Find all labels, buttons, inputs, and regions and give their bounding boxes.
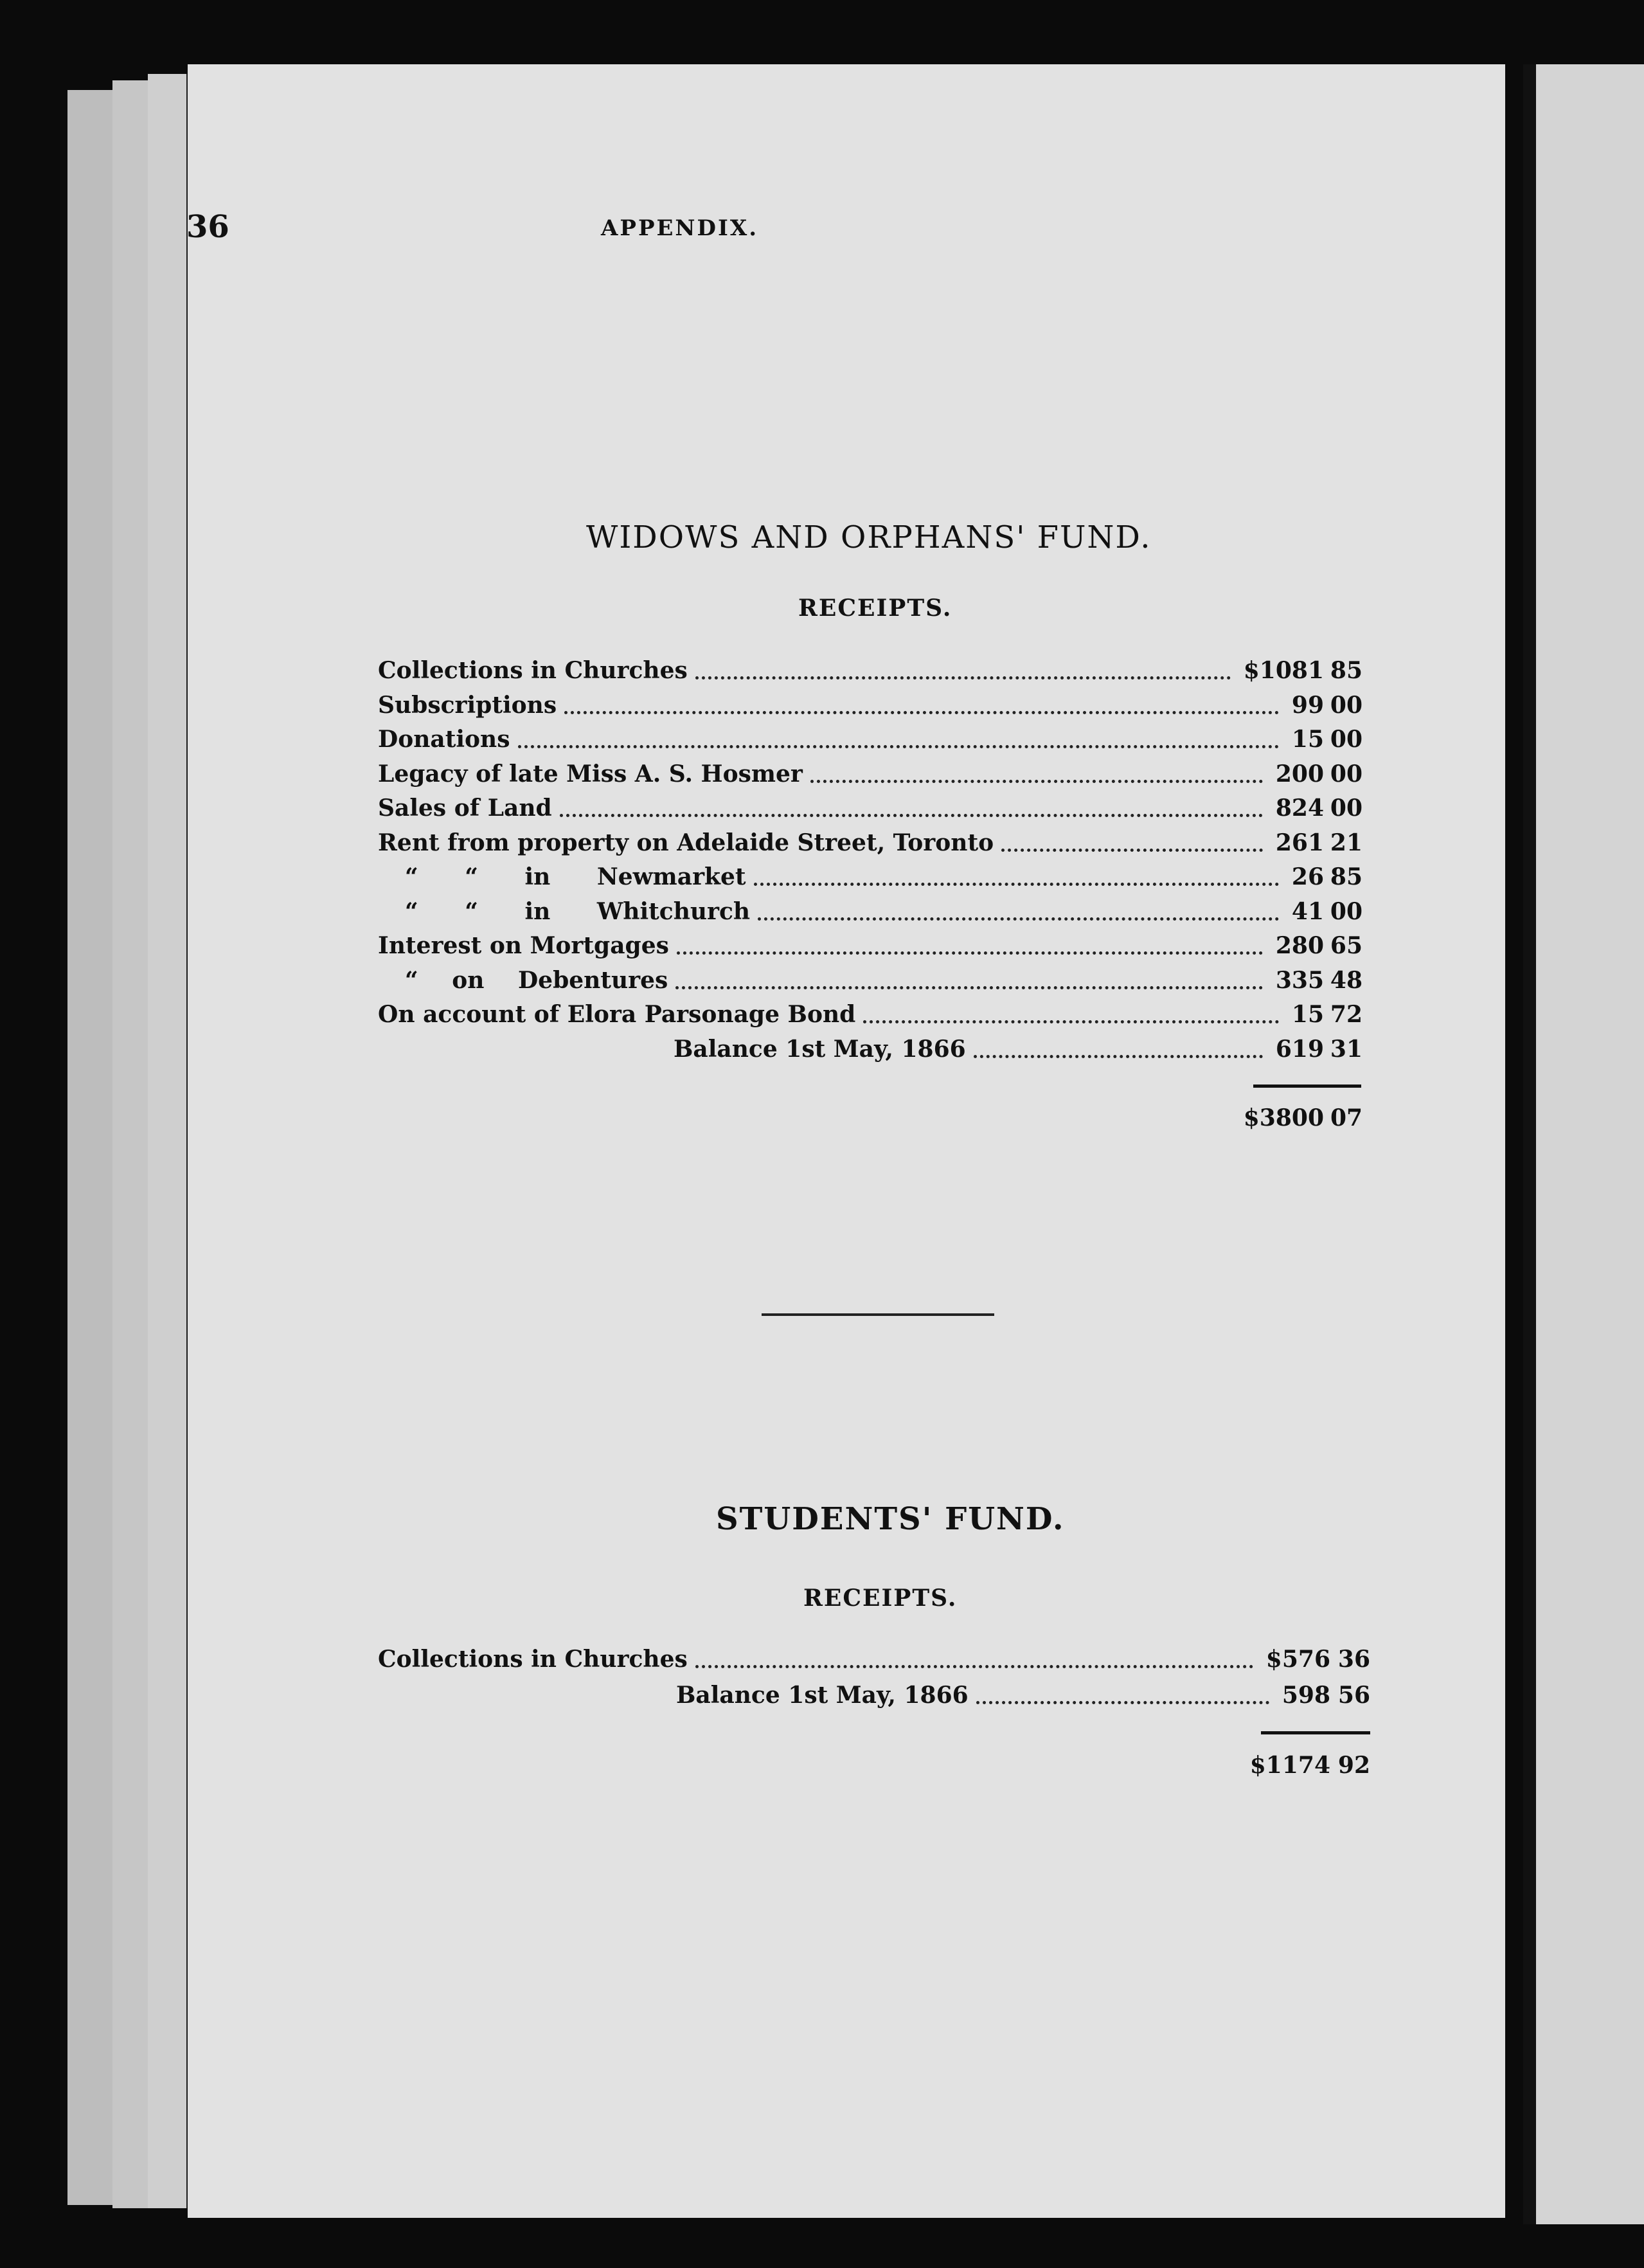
amount-cents: 56 xyxy=(1337,1682,1370,1709)
students-total-row xyxy=(0,1752,1644,1784)
amount-dollars: 619 xyxy=(1275,1035,1324,1063)
amount-cents: 36 xyxy=(1337,1646,1370,1673)
widows-fund-title: WIDOWS AND ORPHANS' FUND. xyxy=(586,519,1152,555)
receipt-row xyxy=(0,1036,1644,1066)
receipt-label: On account of Elora Parsonage Bond xyxy=(378,1001,856,1028)
receipt-label: Collections in Churches xyxy=(378,1646,688,1673)
receipt-row xyxy=(0,760,1644,791)
receipt-label: Balance 1st May, 1866 xyxy=(676,1682,969,1709)
receipt-row xyxy=(0,657,1644,688)
running-header: APPENDIX. xyxy=(601,215,759,241)
widows-receipts-heading: RECEIPTS. xyxy=(798,595,952,622)
amount-cents: 00 xyxy=(1330,897,1363,925)
amount-cents: 00 xyxy=(1330,726,1363,753)
receipt-label: Legacy of late Miss A. S. Hosmer xyxy=(378,760,803,788)
receipt-row xyxy=(0,726,1644,757)
receipt-row xyxy=(0,898,1644,929)
receipt-row xyxy=(0,692,1644,723)
receipt-row xyxy=(0,1646,1644,1677)
dot-leader xyxy=(758,917,1279,921)
receipt-row xyxy=(0,863,1644,894)
amount-dollars: 261 xyxy=(1275,829,1324,856)
page-edge xyxy=(67,90,119,2205)
receipt-label: Interest on Mortgages xyxy=(378,932,669,959)
amount-dollars: 200 xyxy=(1275,760,1324,788)
document-page xyxy=(188,64,1505,2218)
receipt-label: Sales of Land xyxy=(378,795,552,822)
receipt-label: Rent from property on Adelaide Street, Toronto xyxy=(378,829,994,856)
receipt-label: “ on Debentures xyxy=(405,966,668,994)
total-cents: 07 xyxy=(1330,1104,1363,1131)
receipt-label: Collections in Churches xyxy=(378,657,688,684)
students-receipts-heading: RECEIPTS. xyxy=(803,1585,958,1612)
total-rule xyxy=(1253,1084,1361,1088)
amount-cents: 85 xyxy=(1330,863,1363,890)
receipt-label: Balance 1st May, 1866 xyxy=(674,1035,966,1063)
amount-cents: 00 xyxy=(1330,760,1363,788)
total-rule xyxy=(1261,1731,1370,1734)
amount-dollars: 15 xyxy=(1291,1001,1324,1028)
amount-cents: 00 xyxy=(1330,795,1363,822)
dot-leader xyxy=(675,986,1263,989)
amount-cents: 65 xyxy=(1330,932,1363,959)
amount-dollars: 41 xyxy=(1291,897,1324,925)
amount-cents: 48 xyxy=(1330,966,1363,994)
total-dollars: $1174 xyxy=(1249,1752,1330,1779)
receipt-row xyxy=(0,967,1644,998)
amount-cents: 85 xyxy=(1330,657,1363,684)
amount-dollars: $1081 xyxy=(1243,657,1324,684)
students-fund-title: STUDENTS' FUND. xyxy=(716,1501,1065,1537)
amount-dollars: 15 xyxy=(1291,726,1324,753)
amount-dollars: $576 xyxy=(1265,1646,1330,1673)
total-dollars: $3800 xyxy=(1243,1104,1324,1131)
amount-dollars: 824 xyxy=(1275,795,1324,822)
total-cents: 92 xyxy=(1337,1752,1370,1779)
amount-cents: 31 xyxy=(1330,1035,1363,1063)
dot-leader xyxy=(695,1665,1253,1668)
dot-leader xyxy=(810,780,1263,783)
dot-leader xyxy=(677,951,1263,955)
receipt-row xyxy=(0,795,1644,825)
amount-cents: 72 xyxy=(1330,1001,1363,1028)
amount-cents: 21 xyxy=(1330,829,1363,856)
receipt-row xyxy=(0,932,1644,963)
receipt-label: Donations xyxy=(378,726,510,753)
receipt-row xyxy=(0,1682,1644,1713)
widows-total-row xyxy=(0,1104,1644,1137)
receipt-label: Subscriptions xyxy=(378,691,557,719)
receipt-row xyxy=(0,1001,1644,1032)
receipt-label: “ “ in Whitchurch xyxy=(405,897,751,925)
receipt-row xyxy=(0,829,1644,860)
dot-leader xyxy=(560,814,1263,817)
amount-dollars: 598 xyxy=(1282,1682,1330,1709)
dot-leader xyxy=(518,745,1279,748)
amount-dollars: 335 xyxy=(1275,966,1324,994)
amount-dollars: 280 xyxy=(1275,932,1324,959)
dot-leader xyxy=(754,883,1279,886)
page-number: 36 xyxy=(186,209,229,245)
dot-leader xyxy=(695,676,1231,680)
amount-dollars: 99 xyxy=(1291,691,1324,719)
receipt-label: “ “ in Newmarket xyxy=(405,863,746,890)
section-divider xyxy=(762,1313,994,1316)
page-edge xyxy=(148,74,193,2208)
amount-dollars: 26 xyxy=(1291,863,1324,890)
dot-leader xyxy=(564,711,1279,714)
amount-cents: 00 xyxy=(1330,691,1363,719)
facing-page-edge xyxy=(1523,64,1644,2224)
